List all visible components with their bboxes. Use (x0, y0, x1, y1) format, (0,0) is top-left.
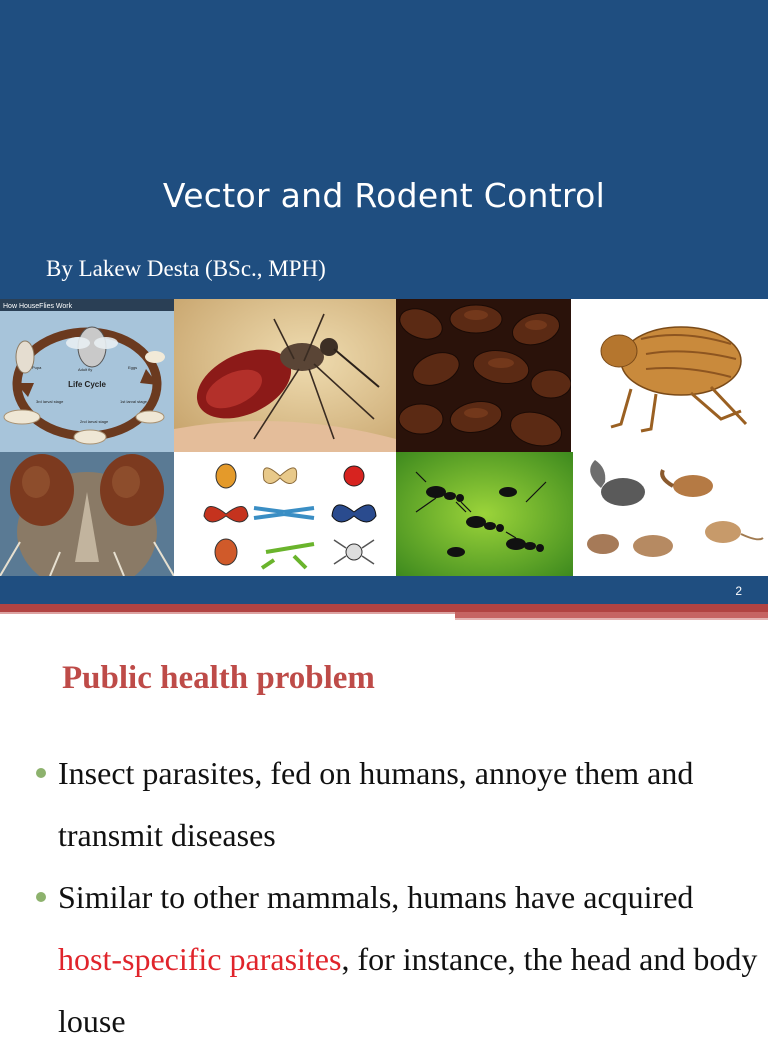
slide-divider (0, 576, 768, 630)
divider-stripe-thin (0, 612, 455, 614)
fly-face-image (0, 452, 174, 576)
diagram-center-label: Life Cycle (68, 380, 106, 389)
image-collage (0, 299, 768, 576)
mosquito-image (174, 299, 396, 452)
bullet-dot (36, 892, 46, 902)
bullet-highlight: host-specific parasites (58, 941, 342, 977)
insects-image (174, 452, 396, 576)
rodents-image (573, 452, 768, 576)
fly-lifecycle-image (0, 299, 174, 452)
ants-image (396, 452, 573, 576)
slide-author: By Lakew Desta (BSc., MPH) (46, 256, 326, 281)
diagram-label-eggs: Eggs (128, 365, 138, 370)
bullet-text-post: , for instance, the head and body louse (58, 941, 758, 1039)
diagram-header: How HouseFlies Work (3, 303, 73, 310)
bullet-item (30, 866, 760, 1052)
diagram-label-pupa: Pupa (32, 365, 42, 370)
bullet-item (30, 742, 760, 866)
diagram-label-1st: 1st larval stage (120, 399, 147, 404)
divider-stripe (0, 604, 768, 612)
page-number: 2 (735, 584, 742, 598)
bullet-text-pre: Similar to other mammals, humans have acquired (58, 879, 694, 915)
bullet-dot (36, 768, 46, 778)
bullet-text: Insect parasites, fed on humans, annoye them and transmit diseases (58, 755, 694, 853)
diagram-label-adult: Adult fly (78, 367, 93, 372)
slide-heading: Public health problem (62, 660, 375, 696)
diagram-label-3rd: 3rd larval stage (36, 399, 64, 404)
bullet-list (30, 742, 760, 1052)
divider-top-bar (0, 576, 768, 604)
diagram-label-2nd: 2nd larval stage (80, 419, 109, 424)
flea-image (571, 299, 768, 452)
slide-title: Vector and Rodent Control (162, 176, 606, 215)
divider-stripe-right-thin (455, 618, 768, 620)
cockroaches-image (396, 299, 571, 452)
